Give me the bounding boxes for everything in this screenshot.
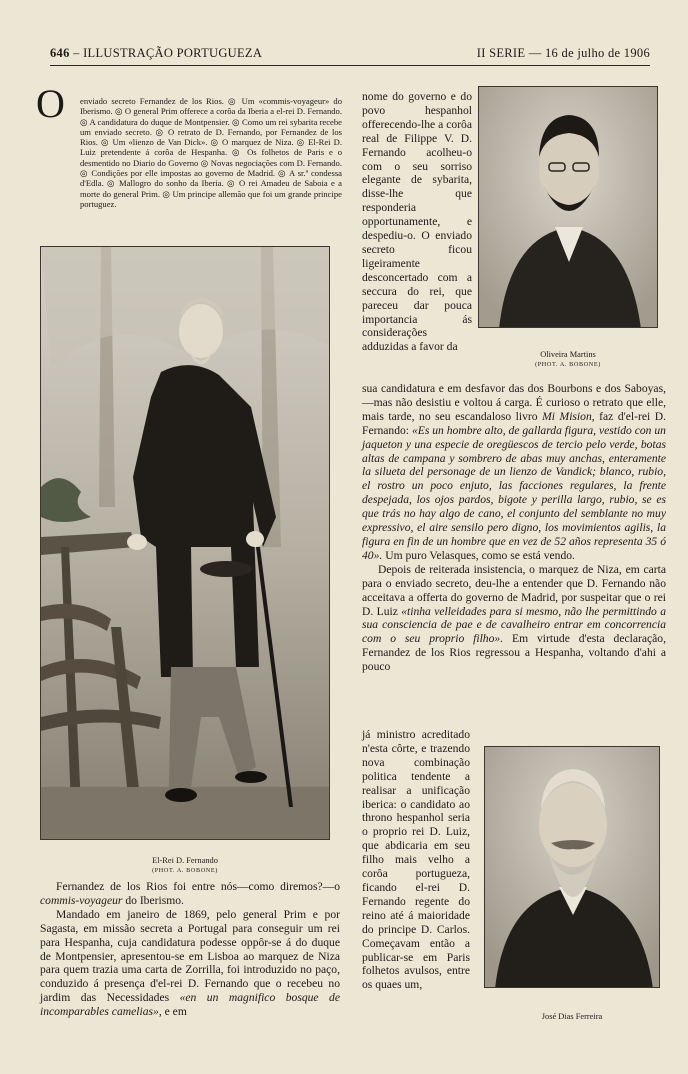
body-col2-bottom-text: já ministro acreditado n'esta côrte, e trazendo nova combinação politica tendente a realisar a unificação iberica: o candidato ao throno hespanhol seria o proprio rei D. Luiz, que abdicaria em seu filho mais velho a corôa portugueza, ficando el-rei D. Fernando regente do reino até á maioridade do principe D. Carlos. Começavam então a publicar-se em Paris folhetos avulsos, entre os quaes um, bbox=[362, 728, 470, 992]
page-number: 646 bbox=[50, 46, 70, 60]
body-col2-full bbox=[362, 382, 666, 674]
book-title: Mi Mision bbox=[542, 409, 592, 423]
body-col2-top bbox=[362, 90, 472, 354]
caption-oliveira bbox=[478, 350, 658, 370]
body-col1-p2-text: Mandado em janeiro de 1869, pelo general Prim e por Sagasta, em missão secreta a Portugal para conseguir um rei para Hespanha, cuja candidatura podesse oppôr-se á do duque de Montpensier, apresentou-se em Lisboa ao marquez de Niza para quem trazia uma carta de Zorrilla, foi introduzido no paço, conduzido á presença d'el-rei D. Fernando que o recebeu no jardim das Necessidades bbox=[40, 907, 340, 1005]
body-col2-p2-text-b: Em virtude d'esta declaração, Fernandez de los Rios regressou a Hespanha, voltando d'ahi a pouco bbox=[362, 632, 666, 674]
quote-fernando-portrait: «Es un hombre alto, de gallarda figura, vestido con un jaqueton y una especie de oregüescos de tercio pelo verde, botas altas de campana y sombrero de abas muy anchas, enteramente la silueta del personage de un lienzo de Vandick; blanco, rubio, el rostro un poco enjuto, las facciones regulares, la frente despejada, los ojos pardos, bigote y perilla largo, rubio, se es que trás no hay algo de cano, el conjunto del semblante no muy expressivo, el aire sensilo pero digno, los movimientos agilis, la figura en fin de un hombre que en vez de 52 años representa 35 ó 40». bbox=[362, 423, 666, 562]
photo-oliveira-martins bbox=[478, 86, 658, 328]
page-header: 646 – ILLUSTRAÇÃO PORTUGUEZA II SERIE — 16 de julho de 1906 bbox=[50, 46, 650, 60]
summary-text: enviado secreto Fernandez de los Rios. ◎ Um «commis-voyageur» do Iberismo. ◎ O general Prim offerece a corôa da Iberia a el-rei D. Fernando. ◎ A candidatura do duque de Montpensier. ◎ Como um rei sybarita recebe um enviado secreto. ◎ O retrato de D. Fernando, por Fernandez de los Rios. ◎ Um «lienzo de Van Dick». ◎ O marquez de Niza. ◎ El-Rei D. Luiz pretendente á corôa de Hespanha. ◎ Os folhetos de Paris e o desmentido no Diario do Governo ◎ Novas negociações com D. Fernando. ◎ Condições por elle impostas ao governo de Madrid. ◎ A sr.ª condessa d'Edla. ◎ Mallogro do sonho da Iberia. ◎ O rei Amadeu de Saboia e a morte do general Prim. ◎ Um principe allemão que foi um grande principe portuguez. bbox=[80, 96, 342, 209]
body-col1 bbox=[40, 880, 340, 1019]
body-col1-p1-end: do Iberismo. bbox=[122, 893, 184, 907]
series-label: II SERIE bbox=[476, 46, 526, 60]
body-col1-p2-end: , e em bbox=[158, 1005, 187, 1019]
photo-jose-dias-ferreira bbox=[484, 746, 660, 988]
quote-luiz: «tinha velleidades para si mesmo, não lhe permittindo a sua consciencia de pae e de cavalheiro entrar em concorrencia com o seu proprio filho». bbox=[362, 604, 666, 646]
body-col1-p1-text: Fernandez de los Rios foi entre nós—como diremos?—o bbox=[56, 880, 340, 893]
oliveira-portrait-image bbox=[479, 87, 658, 328]
body-col2-top-text: nome do governo e do povo hespanhol offerecendo-lhe a corôa real de Filippe V. D. Fernando acolheu-o com o seu sorriso elegante de sybarita, disse-lhe que responderia opportunamente, e despediu-o. O enviado secreto ficou ligeiramente desconcertado com a seccura do rei, que pareceu dar pouca importancia ás considerações adduzidas a favor da bbox=[362, 90, 472, 354]
article-summary bbox=[80, 96, 342, 209]
photo-king-fernando bbox=[40, 246, 330, 840]
caption-oliveira-name: Oliveira Martins bbox=[540, 350, 596, 359]
commis-voyageur-term: commis-voyageur bbox=[40, 893, 123, 907]
king-portrait-image bbox=[41, 247, 330, 840]
caption-dias-name: José Dias Ferreira bbox=[541, 1012, 603, 1021]
quote-camelias: «en un magnifico bosque de incomparables camelias» bbox=[40, 991, 340, 1019]
header-rule bbox=[50, 65, 650, 66]
body-col2-full-text-2: , faz d'el-rei D. Fernando: bbox=[362, 409, 667, 437]
body-col2-bottom bbox=[362, 728, 470, 992]
issue-date: 16 de julho de 1906 bbox=[545, 46, 650, 60]
caption-king-credit: (PHOT. A. BOBONE) bbox=[152, 867, 218, 874]
caption-dias bbox=[484, 1012, 660, 1022]
dias-portrait-image bbox=[485, 747, 660, 988]
caption-king-name: El-Rei D. Fernando bbox=[152, 856, 218, 865]
caption-king bbox=[40, 856, 330, 876]
body-col2-full-text-3: Um puro Velasques, como se está vendo. bbox=[382, 548, 575, 562]
caption-oliveira-credit: (PHOT. A. BOBONE) bbox=[535, 361, 601, 368]
body-col2-p2-text-a: Depois de reiterada insistencia, o marquez de Niza, em carta para o enviado secreto, deu-lhe a entender que D. Fernando não acceitava a offerta do governo de Madrid, por suspeitar que o rei D. Luiz bbox=[362, 562, 666, 618]
magazine-title: ILLUSTRAÇÃO PORTUGUEZA bbox=[83, 46, 263, 60]
drop-cap: O bbox=[36, 81, 65, 126]
body-col2-full-text-1: sua candidatura e em desfavor das dos Bourbons e dos Saboyas,—mas não desistiu e voltou á carga. É curioso o retrato que elle, mais tarde, no seu escandaloso livro bbox=[362, 382, 666, 423]
